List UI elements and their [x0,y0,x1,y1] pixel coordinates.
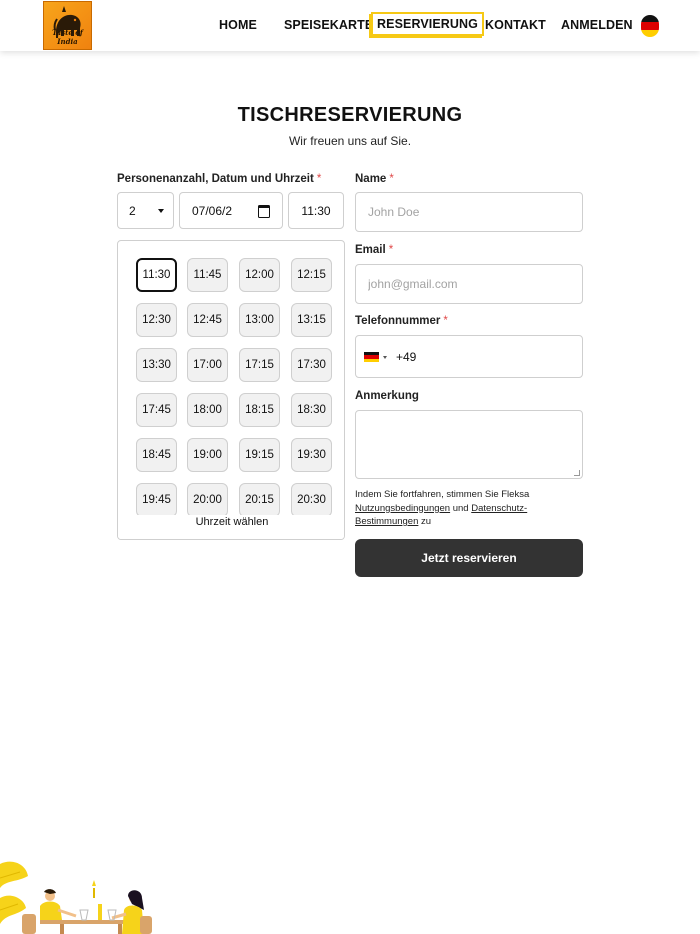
time-slot-button[interactable]: 20:30 [291,483,332,517]
time-slot-button[interactable]: 12:30 [136,303,177,337]
note-textarea[interactable] [364,417,574,472]
time-slot-button[interactable]: 18:45 [136,438,177,472]
required-mark: * [388,244,394,256]
date-value: 07/06/2 [192,204,233,218]
name-label-text: Name [355,173,387,185]
email-label-text: Email [355,244,386,256]
time-slot-button[interactable]: 13:00 [239,303,280,337]
email-input[interactable] [368,277,568,291]
required-mark: * [389,173,394,185]
date-input[interactable] [179,192,283,229]
phone-label-text: Telefonnummer [355,315,441,327]
header [0,0,700,51]
time-slot-button[interactable]: 19:15 [239,438,280,472]
phone-field[interactable] [355,335,583,378]
booking-label-text: Personenanzahl, Datum und Uhrzeit [117,173,314,185]
time-slot-button[interactable]: 13:30 [136,348,177,382]
nav-home[interactable]: HOME [219,18,257,32]
calendar-icon[interactable] [258,205,270,218]
time-slot-button[interactable]: 19:00 [187,438,228,472]
phone-label [355,315,448,327]
name-label [355,173,394,185]
logo-text: Taste of India [52,28,83,46]
time-display[interactable]: 11:30 [288,192,344,229]
time-slot-button[interactable]: 17:15 [239,348,280,382]
name-input[interactable] [368,205,568,219]
note-label: Anmerkung [355,390,419,402]
name-field[interactable] [355,192,583,232]
note-field[interactable] [355,410,583,479]
people-select[interactable] [117,192,174,229]
page-subtitle: Wir freuen uns auf Sie. [288,134,412,148]
legal-suffix: zu [421,516,432,527]
time-slot-button[interactable]: 17:45 [136,393,177,427]
legal-prefix: Indem Sie fortfahren, stimmen Sie Fleksa [355,489,530,500]
resize-handle-icon[interactable] [574,470,580,476]
time-slot-button[interactable]: 12:00 [239,258,280,292]
time-slot-button[interactable]: 18:00 [187,393,228,427]
time-slot-button[interactable]: 18:15 [239,393,280,427]
time-slot-button[interactable]: 20:00 [187,483,228,517]
legal-and: und [452,502,469,514]
nav-anmelden[interactable]: ANMELDEN [561,18,633,32]
time-slot-button[interactable]: 19:45 [136,483,177,517]
nav-kontakt[interactable]: KONTAKT [485,18,546,32]
german-flag-icon[interactable] [641,15,659,37]
phone-input[interactable] [396,350,566,364]
time-slot-button[interactable]: 17:30 [291,348,332,382]
chevron-down-icon[interactable] [383,356,387,359]
time-slot-grid [117,240,345,540]
time-slot-button[interactable]: 11:45 [187,258,228,292]
time-slot-button[interactable]: 12:45 [187,303,228,337]
required-mark: * [443,315,448,327]
booking-label [117,173,321,185]
page-title: TISCHRESERVIERUNG [237,104,463,126]
chevron-down-icon [158,209,164,213]
email-label [355,244,393,256]
time-slot-button[interactable]: 13:15 [291,303,332,337]
nav-speisekarte[interactable]: SPEISEKARTE [284,18,374,32]
email-field[interactable] [355,264,583,304]
time-slot-button[interactable]: 17:00 [187,348,228,382]
time-slot-button[interactable]: 19:30 [291,438,332,472]
reserve-button[interactable]: Jetzt reservieren [355,539,583,577]
time-slot-button[interactable]: 11:30 [136,258,177,292]
restaurant-logo[interactable] [43,1,92,50]
time-slot-button[interactable]: 18:30 [291,393,332,427]
time-slot-button[interactable]: 12:15 [291,258,332,292]
terms-link[interactable]: Nutzungsbedingungen [355,502,451,514]
people-value: 2 [129,204,136,218]
german-flag-icon[interactable] [364,352,379,362]
privacy-link[interactable]: Datenschutz-Bestimmungen [355,502,528,527]
required-mark: * [316,173,322,185]
nav-reservierung[interactable]: RESERVIERUNG [371,12,484,36]
legal-notice [355,488,583,529]
slots-caption: Uhrzeit wählen [118,515,345,539]
dining-couple-illustration [0,858,160,934]
time-slot-button[interactable]: 20:15 [239,483,280,517]
